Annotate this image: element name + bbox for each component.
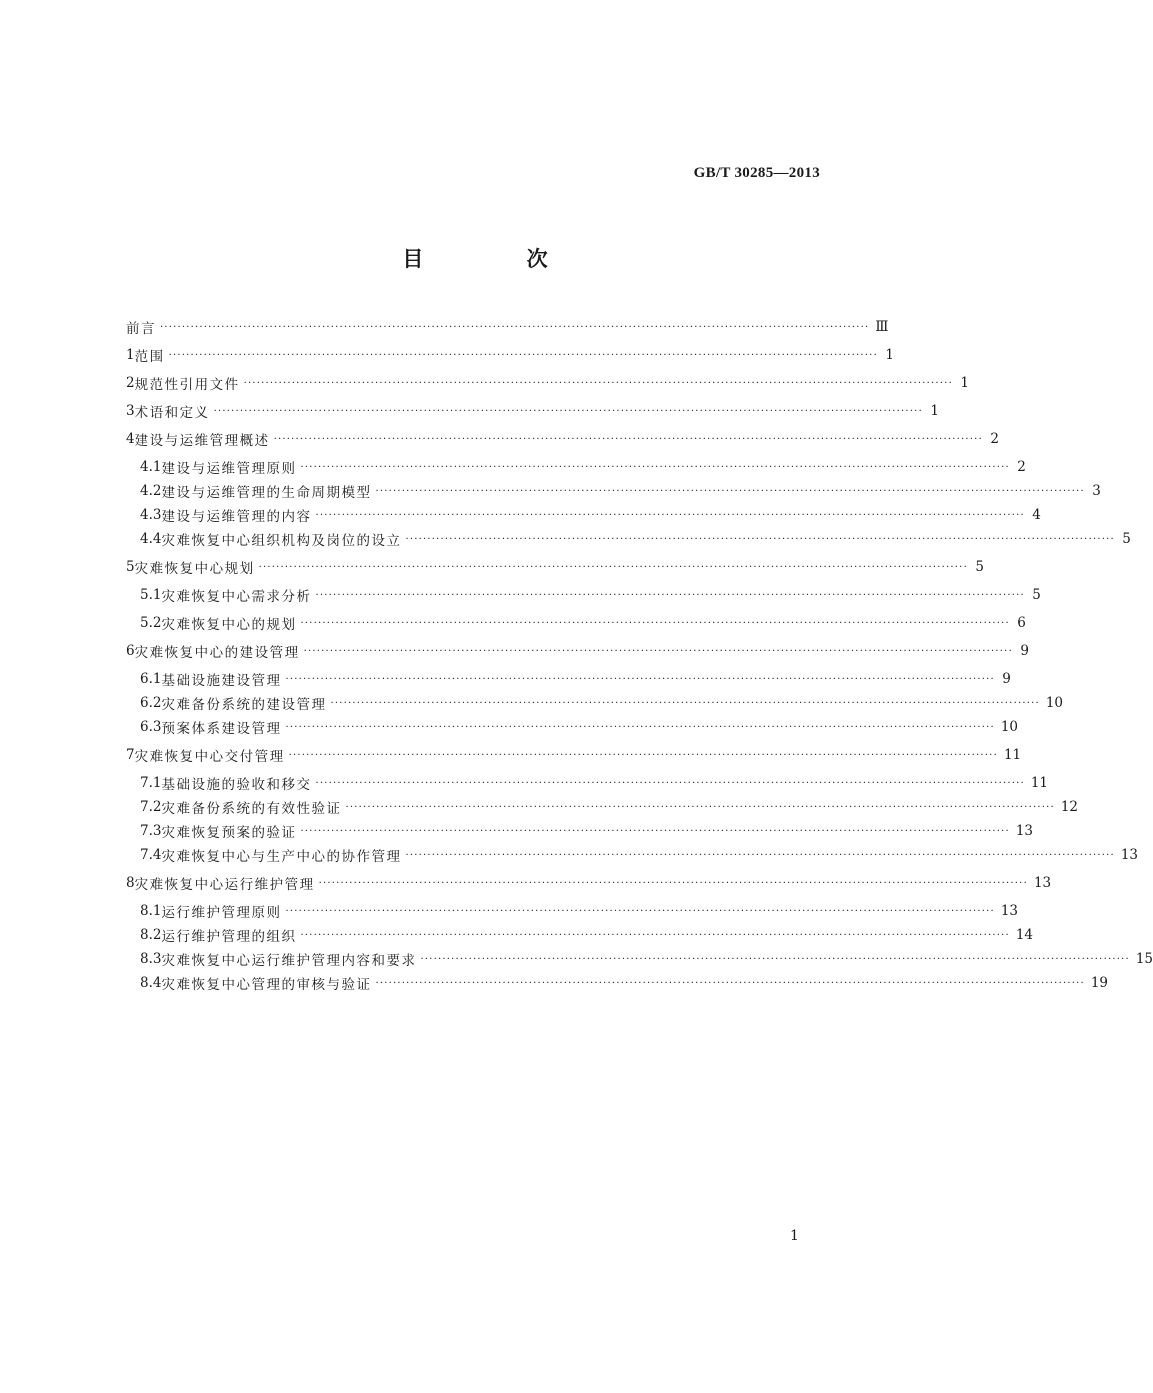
toc-leader: ·································································································································································· — [285, 722, 995, 733]
toc-entry[interactable] — [140, 948, 1153, 970]
toc-label: 灾难恢复中心的建设管理 — [134, 645, 300, 661]
toc-page: 1 — [930, 403, 939, 419]
toc-number: 4.3 — [140, 507, 162, 523]
toc-leader: ·································································································································································· — [405, 850, 1115, 861]
toc-number: 5 — [126, 559, 135, 575]
toc-entry[interactable] — [140, 528, 1131, 550]
page-title: 目 次 — [402, 247, 596, 271]
toc-label: 灾难备份系统的建设管理 — [161, 697, 327, 713]
toc-entry[interactable] — [126, 556, 984, 578]
toc-entry[interactable] — [140, 456, 1026, 478]
toc-entry[interactable] — [126, 344, 894, 366]
toc-page: 5 — [1122, 531, 1131, 547]
toc-leader: ·································································································································································· — [405, 534, 1115, 545]
toc-page: 13 — [1120, 847, 1139, 863]
toc-label: 建设与运维管理的内容 — [161, 509, 312, 525]
toc-page: 13 — [1000, 903, 1019, 919]
toc-number: 6 — [126, 643, 135, 659]
toc-entry[interactable] — [140, 820, 1034, 842]
toc-label: 预案体系建设管理 — [161, 721, 282, 737]
toc-page: 10 — [1000, 719, 1019, 735]
toc-label: 灾难恢复中心的规划 — [161, 617, 297, 633]
toc-leader: ·································································································································································· — [315, 778, 1025, 789]
toc-number: 7 — [126, 747, 135, 763]
toc-entry[interactable] — [140, 668, 1011, 690]
toc-page: 9 — [1002, 671, 1011, 687]
toc-number: 7.1 — [140, 775, 162, 791]
toc-leader: ·································································································································································· — [243, 378, 953, 389]
toc-page: Ⅲ — [875, 319, 889, 335]
toc-entry[interactable] — [140, 924, 1034, 946]
toc-page: 10 — [1045, 695, 1064, 711]
toc-leader: ·································································································································································· — [300, 462, 1010, 473]
toc-label: 术语和定义 — [134, 405, 210, 421]
toc-number: 4 — [126, 431, 135, 447]
toc-entry[interactable] — [140, 692, 1064, 714]
toc-label: 基础设施建设管理 — [161, 673, 282, 689]
toc-label: 灾难恢复中心组织机构及岗位的设立 — [161, 533, 402, 549]
toc-leader: ·································································································································································· — [315, 590, 1025, 601]
toc-label: 灾难恢复中心运行维护管理 — [134, 877, 315, 893]
toc-page: 6 — [1017, 615, 1026, 631]
toc-label: 灾难恢复中心与生产中心的协作管理 — [161, 849, 402, 865]
toc-leader: ·································································································································································· — [345, 802, 1055, 813]
toc-label: 灾难恢复预案的验证 — [161, 825, 297, 841]
toc-leader: ·································································································································································· — [300, 930, 1010, 941]
toc-page: 3 — [1092, 483, 1101, 499]
toc-label: 灾难恢复中心运行维护管理内容和要求 — [161, 953, 417, 969]
toc-leader: ·································································································································································· — [420, 954, 1130, 965]
toc-number: 2 — [126, 375, 135, 391]
toc-number: 8 — [126, 875, 135, 891]
toc-page: 13 — [1033, 875, 1052, 891]
toc-entry[interactable] — [126, 316, 889, 338]
toc-number: 8.1 — [140, 903, 162, 919]
toc-label: 灾难恢复中心管理的审核与验证 — [161, 977, 372, 993]
toc-entry[interactable] — [140, 796, 1079, 818]
toc-entry[interactable] — [140, 844, 1139, 866]
toc-leader: ·································································································································································· — [285, 906, 995, 917]
toc-label: 范围 — [134, 349, 165, 365]
toc-entry[interactable] — [140, 584, 1041, 606]
toc-number: 4.2 — [140, 483, 162, 499]
standard-code: GB/T 30285—2013 — [693, 165, 820, 181]
toc-leader: ·································································································································································· — [315, 510, 1025, 521]
toc-label: 建设与运维管理概述 — [134, 433, 270, 449]
toc-label: 运行维护管理原则 — [161, 905, 282, 921]
toc-leader: ·································································································································································· — [273, 434, 983, 445]
toc-entry[interactable] — [126, 744, 1022, 766]
toc-number: 5.2 — [140, 615, 162, 631]
toc-label: 运行维护管理的组织 — [161, 929, 297, 945]
toc-page: 9 — [1020, 643, 1029, 659]
toc-leader: ·································································································································································· — [300, 618, 1010, 629]
toc-entry[interactable] — [140, 972, 1109, 994]
toc-label: 前言 — [126, 321, 156, 337]
toc-leader: ·································································································································································· — [258, 562, 968, 573]
toc-number: 8.3 — [140, 951, 162, 967]
toc-number: 7.3 — [140, 823, 162, 839]
toc-number: 6.3 — [140, 719, 162, 735]
toc-page: 2 — [1017, 459, 1026, 475]
toc-page: 1 — [960, 375, 969, 391]
page-number: 1 — [790, 1228, 799, 1244]
toc-page: 19 — [1090, 975, 1109, 991]
toc-page: 1 — [885, 347, 894, 363]
toc-entry[interactable] — [140, 772, 1049, 794]
toc-page: 5 — [975, 559, 984, 575]
toc-number: 4.1 — [140, 459, 162, 475]
toc-page: 2 — [990, 431, 999, 447]
toc-entry[interactable] — [126, 372, 969, 394]
toc-label: 灾难恢复中心规划 — [134, 561, 255, 577]
toc-entry[interactable] — [140, 716, 1019, 738]
toc-page: 12 — [1060, 799, 1079, 815]
toc-label: 建设与运维管理的生命周期模型 — [161, 485, 372, 501]
toc-page: 13 — [1015, 823, 1034, 839]
toc-number: 8.4 — [140, 975, 162, 991]
toc-leader: ·································································································································································· — [160, 322, 870, 333]
toc-page: 14 — [1015, 927, 1034, 943]
toc-entry[interactable] — [126, 400, 939, 422]
toc-entry[interactable] — [126, 640, 1029, 662]
toc-page: 15 — [1135, 951, 1153, 967]
toc-entry[interactable] — [140, 612, 1026, 634]
toc-number: 7.2 — [140, 799, 162, 815]
toc-leader: ·································································································································································· — [168, 350, 878, 361]
toc-label: 灾难备份系统的有效性验证 — [161, 801, 342, 817]
toc-number: 7.4 — [140, 847, 162, 863]
toc-entry[interactable] — [126, 428, 999, 450]
toc-entry[interactable] — [140, 900, 1019, 922]
toc-leader: ·································································································································································· — [318, 878, 1028, 889]
toc-entry[interactable] — [140, 480, 1101, 502]
toc-label: 规范性引用文件 — [134, 377, 240, 393]
toc-page: 5 — [1032, 587, 1041, 603]
toc-entry[interactable] — [140, 504, 1041, 526]
toc-label: 灾难恢复中心需求分析 — [161, 589, 312, 605]
toc-label: 灾难恢复中心交付管理 — [134, 749, 285, 765]
toc-page: 11 — [1030, 775, 1049, 791]
toc-leader: ·································································································································································· — [213, 406, 923, 417]
toc-page: 4 — [1032, 507, 1041, 523]
toc-number: 8.2 — [140, 927, 162, 943]
toc-leader: ·································································································································································· — [375, 486, 1085, 497]
toc-entry[interactable] — [126, 872, 1052, 894]
toc-leader: ·································································································································································· — [375, 978, 1085, 989]
toc-leader: ·································································································································································· — [285, 674, 995, 685]
toc-label: 基础设施的验收和移交 — [161, 777, 312, 793]
toc-number: 4.4 — [140, 531, 162, 547]
toc-page: 11 — [1003, 747, 1022, 763]
toc-number: 6.1 — [140, 671, 162, 687]
toc-number: 6.2 — [140, 695, 162, 711]
toc-leader: ·································································································································································· — [288, 750, 998, 761]
toc-number: 1 — [126, 347, 135, 363]
toc-leader: ·································································································································································· — [303, 646, 1013, 657]
toc-number: 3 — [126, 403, 135, 419]
toc-leader: ·································································································································································· — [330, 698, 1040, 709]
toc-leader: ·································································································································································· — [300, 826, 1010, 837]
toc-number: 5.1 — [140, 587, 162, 603]
toc-label: 建设与运维管理原则 — [161, 461, 297, 477]
